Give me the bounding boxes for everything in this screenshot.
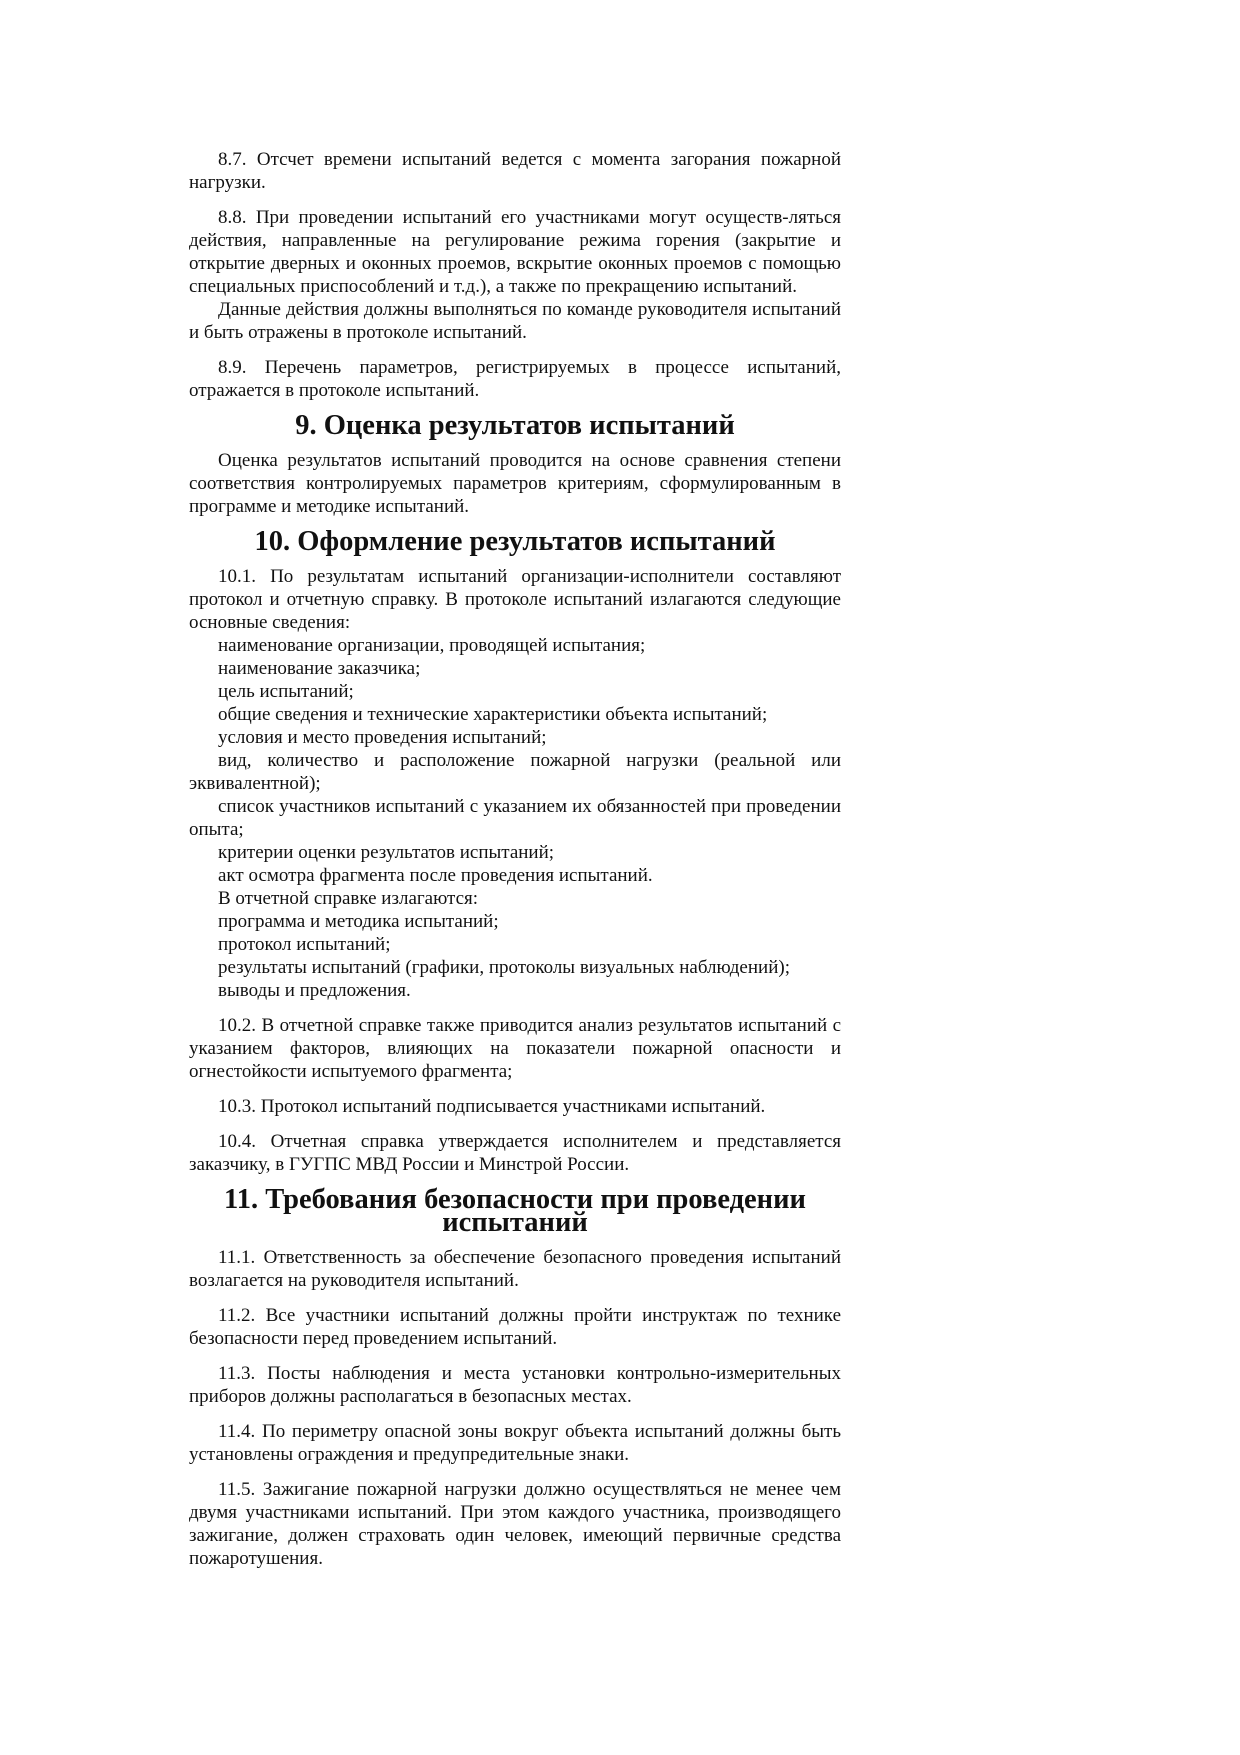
paragraph-text: 8.8. При проведении испытаний его участниками могут осуществ-ляться действия, направленные на регулирование режима горения (закрытие и открытие дверных и оконных проемов, вскрытие оконных проемов с помощью специальных приспособлений и т.д.), а также по прекращению испытаний. <box>189 207 841 297</box>
section-9-text-block <box>189 449 841 518</box>
paragraph-11-5 <box>189 1478 841 1570</box>
paragraph-text: 11.3. Посты наблюдения и места установки контрольно-измерительных приборов должны располагаться в безопасных местах. <box>189 1363 841 1407</box>
list-item: результаты испытаний (графики, протоколы визуальных наблюдений); <box>218 957 790 978</box>
paragraph-11-3 <box>189 1362 841 1408</box>
list-item: вид, количество и расположение пожарной нагрузки (реальной или эквивалентной); <box>189 750 841 794</box>
list-item: наименование заказчика; <box>218 658 421 679</box>
paragraph-11-1 <box>189 1246 841 1292</box>
paragraph-10-3 <box>189 1095 841 1118</box>
list-item: цель испытаний; <box>218 681 354 702</box>
paragraph-text: 10.2. В отчетной справке также приводится анализ результатов испытаний с указанием факторов, влияющих на показатели пожарной опасности и огнестойкости испытуемого фрагмента; <box>189 1015 841 1082</box>
list-item: наименование организации, проводящей испытания; <box>218 635 646 656</box>
paragraph-text: 10.1. По результатам испытаний организации-исполнители составляют протокол и отчетную справку. В протоколе испытаний излагаются следующие основные сведения: <box>189 566 841 633</box>
list-item: условия и место проведения испытаний; <box>218 727 547 748</box>
section-10-heading: 10. Оформление результатов испытаний <box>254 526 776 557</box>
paragraph-text: Оценка результатов испытаний проводится на основе сравнения степени соответствия контролируемых параметров критериям, сформулированным в программе и методике испытаний. <box>189 450 841 517</box>
paragraph-10-1 <box>189 565 841 1002</box>
section-11-heading: 11. Требования безопасности при проведении испытаний <box>224 1184 806 1238</box>
paragraph-10-4 <box>189 1130 841 1176</box>
paragraph-10-2 <box>189 1014 841 1083</box>
list-intro: В отчетной справке излагаются: <box>218 888 479 909</box>
list-item: программа и методика испытаний; <box>218 911 499 932</box>
paragraph-text: 11.4. По периметру опасной зоны вокруг объекта испытаний должны быть установлены ограждения и предупредительные знаки. <box>189 1421 841 1465</box>
paragraph-8-9 <box>189 356 841 402</box>
list-item: протокол испытаний; <box>218 934 391 955</box>
list-item: критерии оценки результатов испытаний; <box>218 842 555 863</box>
paragraph-text: 8.7. Отсчет времени испытаний ведется с момента загорания пожарной нагрузки. <box>189 149 841 193</box>
paragraph-text: 10.4. Отчетная справка утверждается исполнителем и представляется заказчику, в ГУГПС МВД России и Минстрой России. <box>189 1131 841 1175</box>
paragraph-text: Данные действия должны выполняться по команде руководителя испытаний и быть отражены в протоколе испытаний. <box>189 299 841 343</box>
paragraph-8-8 <box>189 206 841 344</box>
paragraph-text: 10.3. Протокол испытаний подписывается участниками испытаний. <box>218 1096 766 1117</box>
paragraph-11-4 <box>189 1420 841 1466</box>
section-9-heading: 9. Оценка результатов испытаний <box>295 410 735 441</box>
paragraph-text: 11.1. Ответственность за обеспечение безопасного проведения испытаний возлагается на руководителя испытаний. <box>189 1247 841 1291</box>
list-item: акт осмотра фрагмента после проведения испытаний. <box>218 865 653 886</box>
paragraph-text: 11.2. Все участники испытаний должны пройти инструктаж по технике безопасности перед проведением испытаний. <box>189 1305 841 1349</box>
paragraph-text: 11.5. Зажигание пожарной нагрузки должно осуществляться не менее чем двумя участниками испытаний. При этом каждого участника, производящего зажигание, должен страховать один человек, имеющий первичные средства пожаротушения. <box>189 1479 841 1569</box>
list-item: общие сведения и технические характеристики объекта испытаний; <box>218 704 768 725</box>
paragraph-8-7 <box>189 148 841 194</box>
document-page <box>189 148 841 1582</box>
list-item: выводы и предложения. <box>218 980 411 1001</box>
paragraph-11-2 <box>189 1304 841 1350</box>
list-item: список участников испытаний с указанием их обязанностей при проведении опыта; <box>189 796 841 840</box>
paragraph-text: 8.9. Перечень параметров, регистрируемых в процессе испытаний, отражается в протоколе испытаний. <box>189 357 841 401</box>
